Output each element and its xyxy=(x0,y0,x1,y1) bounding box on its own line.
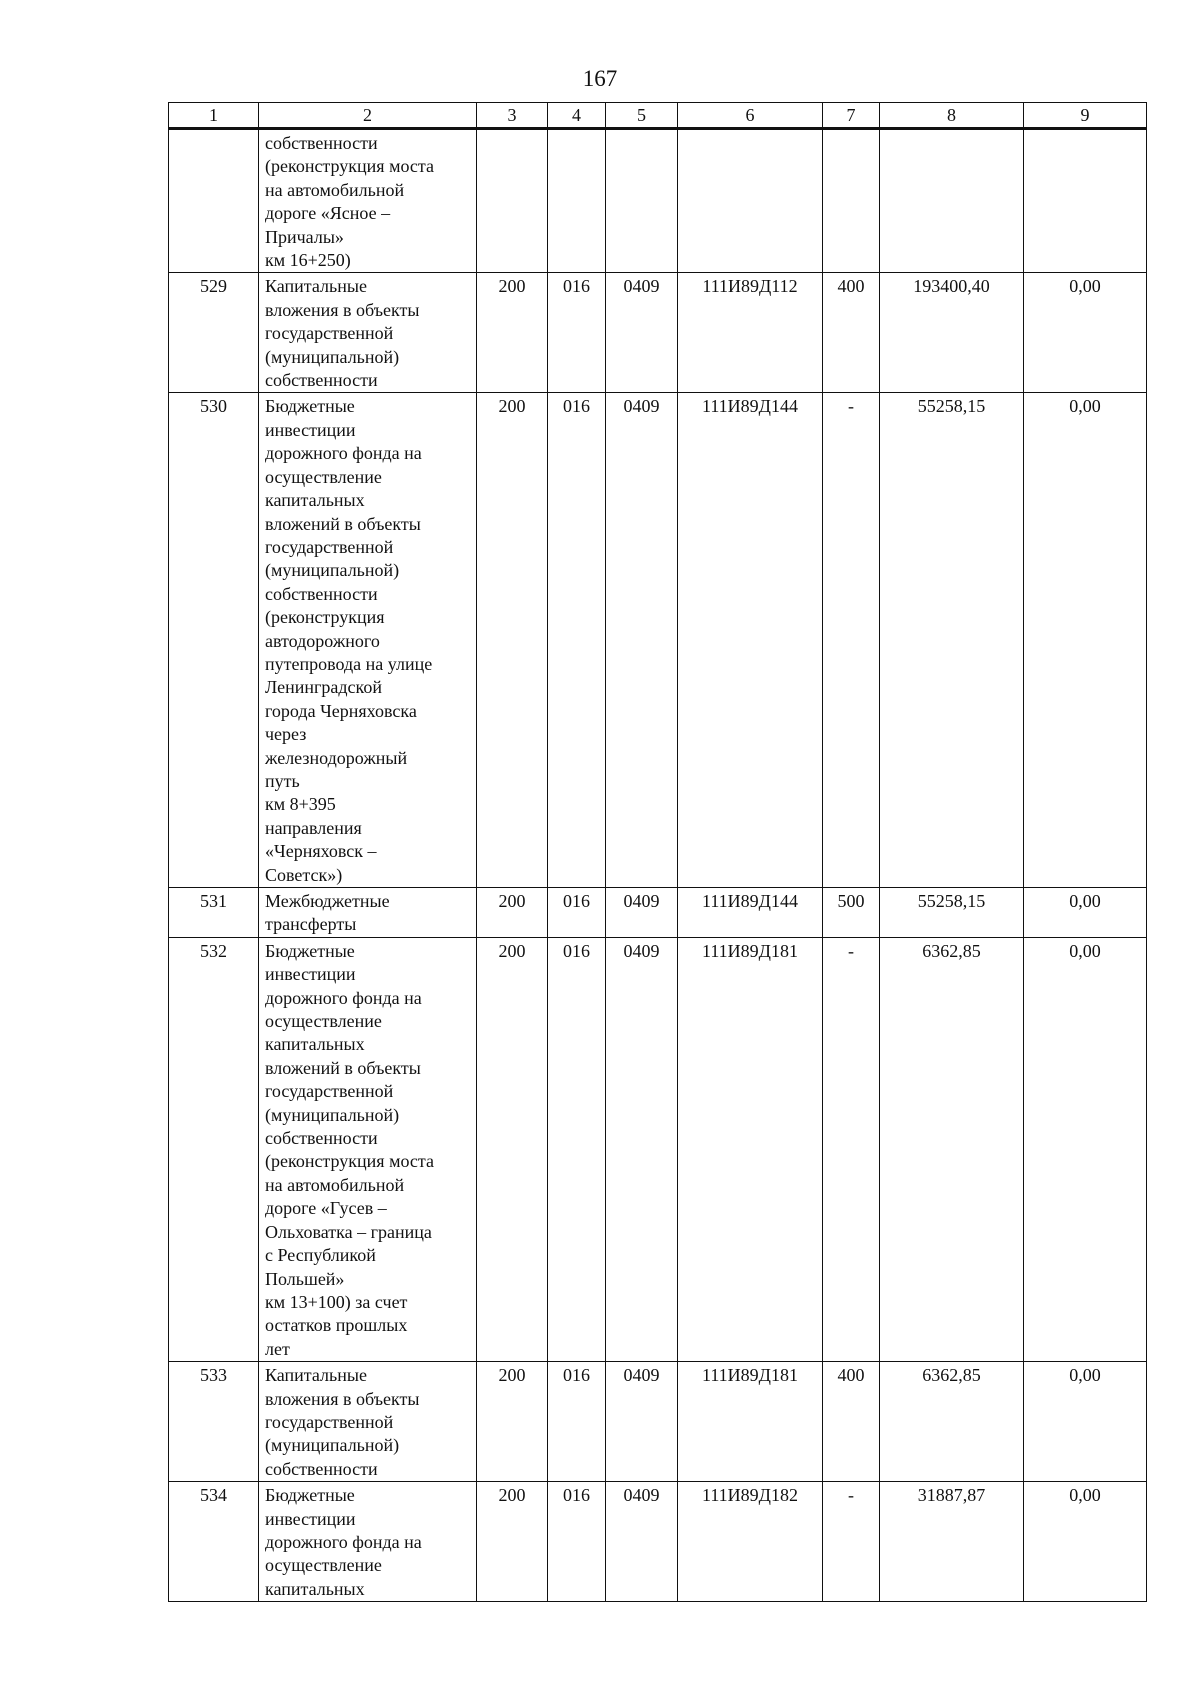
item-name-line: лет xyxy=(265,1338,290,1359)
item-name-line: Ленинградской xyxy=(265,677,382,698)
item-name-line: государственной xyxy=(265,1411,394,1432)
item-name-line: Межбюджетные xyxy=(265,891,390,911)
amount-change-cell: 0,00 xyxy=(1024,888,1147,938)
row-number-cell: 530 xyxy=(169,393,259,888)
item-name-line: железнодорожный xyxy=(265,747,408,768)
item-name-line: (муниципальной) xyxy=(265,1435,400,1456)
amount-cell: 31887,87 xyxy=(880,1482,1024,1602)
item-name-line: путь xyxy=(265,770,300,791)
item-name-line: капитальных xyxy=(265,490,365,511)
item-name-line: собственности xyxy=(265,370,378,391)
item-name-line: вложений в объекты xyxy=(265,513,421,534)
section-code-cell: 016 xyxy=(548,1482,606,1602)
amount-cell: 6362,85 xyxy=(880,1362,1024,1482)
item-name-line: «Черняховск – xyxy=(265,841,377,862)
section-code-cell: 016 xyxy=(548,273,606,393)
item-name-line: осуществление xyxy=(265,466,382,487)
item-name-line: Капитальные xyxy=(265,1365,367,1386)
admin-code-cell: 200 xyxy=(477,888,548,938)
section-code-cell: 016 xyxy=(548,393,606,888)
item-name-line: (муниципальной) xyxy=(265,560,400,581)
column-header: 7 xyxy=(823,103,880,129)
section-code-cell: 016 xyxy=(548,1362,606,1482)
expense-type-cell: 500 xyxy=(823,888,880,938)
item-name-line: собственности xyxy=(265,583,378,604)
amount-cell: 6362,85 xyxy=(880,937,1024,1361)
item-name-cell xyxy=(259,129,477,273)
amount-cell: 55258,15 xyxy=(880,888,1024,938)
item-name-line: трансферты xyxy=(265,914,357,935)
item-name-line: дорожного фонда на xyxy=(265,443,422,464)
section-code-cell xyxy=(548,129,606,273)
target-article-cell: 111И89Д112 xyxy=(678,273,823,393)
table-row xyxy=(169,888,1147,938)
item-name-line: собственности xyxy=(265,133,378,153)
item-name-line: Ольховатка – граница xyxy=(265,1221,432,1242)
item-name-line: (муниципальной) xyxy=(265,1104,400,1125)
section-code-cell: 016 xyxy=(548,937,606,1361)
column-header: 5 xyxy=(606,103,678,129)
section-code-cell: 016 xyxy=(548,888,606,938)
item-name-line: инвестиции xyxy=(265,964,356,985)
table-row xyxy=(169,1482,1147,1602)
subsection-code-cell: 0409 xyxy=(606,1362,678,1482)
admin-code-cell xyxy=(477,129,548,273)
admin-code-cell: 200 xyxy=(477,1482,548,1602)
item-name-line: через xyxy=(265,724,307,745)
subsection-code-cell xyxy=(606,129,678,273)
item-name-line: собственности xyxy=(265,1128,378,1149)
item-name-line: государственной xyxy=(265,536,394,557)
item-name-cell xyxy=(259,1362,477,1482)
amount-change-cell: 0,00 xyxy=(1024,937,1147,1361)
item-name-line: инвестиции xyxy=(265,419,356,440)
row-number-cell: 532 xyxy=(169,937,259,1361)
item-name-line: Советск») xyxy=(265,864,343,885)
target-article-cell: 111И89Д181 xyxy=(678,937,823,1361)
item-name-line: км 16+250) xyxy=(265,250,351,271)
table-row xyxy=(169,393,1147,888)
item-name-line: на автомобильной xyxy=(265,179,405,200)
budget-table xyxy=(168,102,1147,1602)
item-name-line: Бюджетные xyxy=(265,396,355,417)
amount-cell: 193400,40 xyxy=(880,273,1024,393)
item-name-line: Бюджетные xyxy=(265,940,355,961)
item-name-line: вложения в объекты xyxy=(265,1388,420,1409)
amount-change-cell: 0,00 xyxy=(1024,393,1147,888)
subsection-code-cell: 0409 xyxy=(606,1482,678,1602)
admin-code-cell: 200 xyxy=(477,937,548,1361)
amount-change-cell xyxy=(1024,129,1147,273)
item-name-line: автодорожного xyxy=(265,630,380,651)
expense-type-cell: 400 xyxy=(823,1362,880,1482)
item-name-line: государственной xyxy=(265,323,394,344)
amount-change-cell: 0,00 xyxy=(1024,273,1147,393)
expense-type-cell: - xyxy=(823,1482,880,1602)
target-article-cell: 111И89Д182 xyxy=(678,1482,823,1602)
item-name-line: (реконструкция xyxy=(265,607,385,628)
item-name-line: дорожного фонда на xyxy=(265,987,422,1008)
item-name-line: капитальных xyxy=(265,1034,365,1055)
item-name-cell xyxy=(259,888,477,938)
item-name-line: дороге «Гусев – xyxy=(265,1198,387,1219)
table-row xyxy=(169,273,1147,393)
item-name-line: государственной xyxy=(265,1081,394,1102)
header-row xyxy=(169,103,1147,129)
subsection-code-cell: 0409 xyxy=(606,393,678,888)
amount-cell: 55258,15 xyxy=(880,393,1024,888)
row-number-cell: 531 xyxy=(169,888,259,938)
table-row xyxy=(169,1362,1147,1482)
expense-type-cell: 400 xyxy=(823,273,880,393)
item-name-line: остатков прошлых xyxy=(265,1315,408,1336)
subsection-code-cell: 0409 xyxy=(606,888,678,938)
item-name-line: вложений в объекты xyxy=(265,1057,421,1078)
item-name-line: (реконструкция моста xyxy=(265,1151,434,1172)
column-header: 6 xyxy=(678,103,823,129)
row-number-cell xyxy=(169,129,259,273)
item-name-line: осуществление xyxy=(265,1011,382,1032)
item-name-line: вложения в объекты xyxy=(265,299,420,320)
item-name-cell xyxy=(259,273,477,393)
page-number: 167 xyxy=(582,66,618,91)
item-name-line: Бюджетные xyxy=(265,1485,355,1506)
column-header: 9 xyxy=(1024,103,1147,129)
item-name-line: капитальных xyxy=(265,1578,365,1599)
target-article-cell: 111И89Д181 xyxy=(678,1362,823,1482)
item-name-line: города Черняховска xyxy=(265,700,417,721)
row-number-cell: 529 xyxy=(169,273,259,393)
expense-type-cell xyxy=(823,129,880,273)
item-name-line: осуществление xyxy=(265,1555,382,1576)
column-header: 4 xyxy=(548,103,606,129)
column-header: 8 xyxy=(880,103,1024,129)
amount-change-cell: 0,00 xyxy=(1024,1482,1147,1602)
table-row xyxy=(169,937,1147,1361)
amount-change-cell: 0,00 xyxy=(1024,1362,1147,1482)
item-name-line: путепровода на улице xyxy=(265,653,433,674)
item-name-line: на автомобильной xyxy=(265,1174,405,1195)
item-name-line: инвестиции xyxy=(265,1508,356,1529)
admin-code-cell: 200 xyxy=(477,393,548,888)
item-name-line: собственности xyxy=(265,1458,378,1479)
table-body xyxy=(169,129,1147,1602)
amount-cell xyxy=(880,129,1024,273)
item-name-cell xyxy=(259,393,477,888)
expense-type-cell: - xyxy=(823,937,880,1361)
target-article-cell xyxy=(678,129,823,273)
subsection-code-cell: 0409 xyxy=(606,937,678,1361)
admin-code-cell: 200 xyxy=(477,273,548,393)
column-header: 3 xyxy=(477,103,548,129)
item-name-line: км 8+395 xyxy=(265,794,336,815)
row-number-cell: 534 xyxy=(169,1482,259,1602)
subsection-code-cell: 0409 xyxy=(606,273,678,393)
item-name-line: Капитальные xyxy=(265,276,367,297)
item-name-line: с Республикой xyxy=(265,1245,376,1266)
item-name-line: (реконструкция моста xyxy=(265,156,434,177)
admin-code-cell: 200 xyxy=(477,1362,548,1482)
table-row xyxy=(169,129,1147,273)
item-name-line: км 13+100) за счет xyxy=(265,1291,408,1312)
target-article-cell: 111И89Д144 xyxy=(678,888,823,938)
item-name-cell xyxy=(259,937,477,1361)
item-name-line: Польшей» xyxy=(265,1268,345,1289)
item-name-line: (муниципальной) xyxy=(265,346,400,367)
item-name-line: дороге «Ясное – xyxy=(265,203,391,224)
target-article-cell: 111И89Д144 xyxy=(678,393,823,888)
item-name-line: направления xyxy=(265,817,362,838)
column-header: 1 xyxy=(169,103,259,129)
expense-type-cell: - xyxy=(823,393,880,888)
column-header: 2 xyxy=(259,103,477,129)
item-name-cell xyxy=(259,1482,477,1602)
item-name-line: Причалы» xyxy=(265,226,344,247)
item-name-line: дорожного фонда на xyxy=(265,1531,422,1552)
row-number-cell: 533 xyxy=(169,1362,259,1482)
